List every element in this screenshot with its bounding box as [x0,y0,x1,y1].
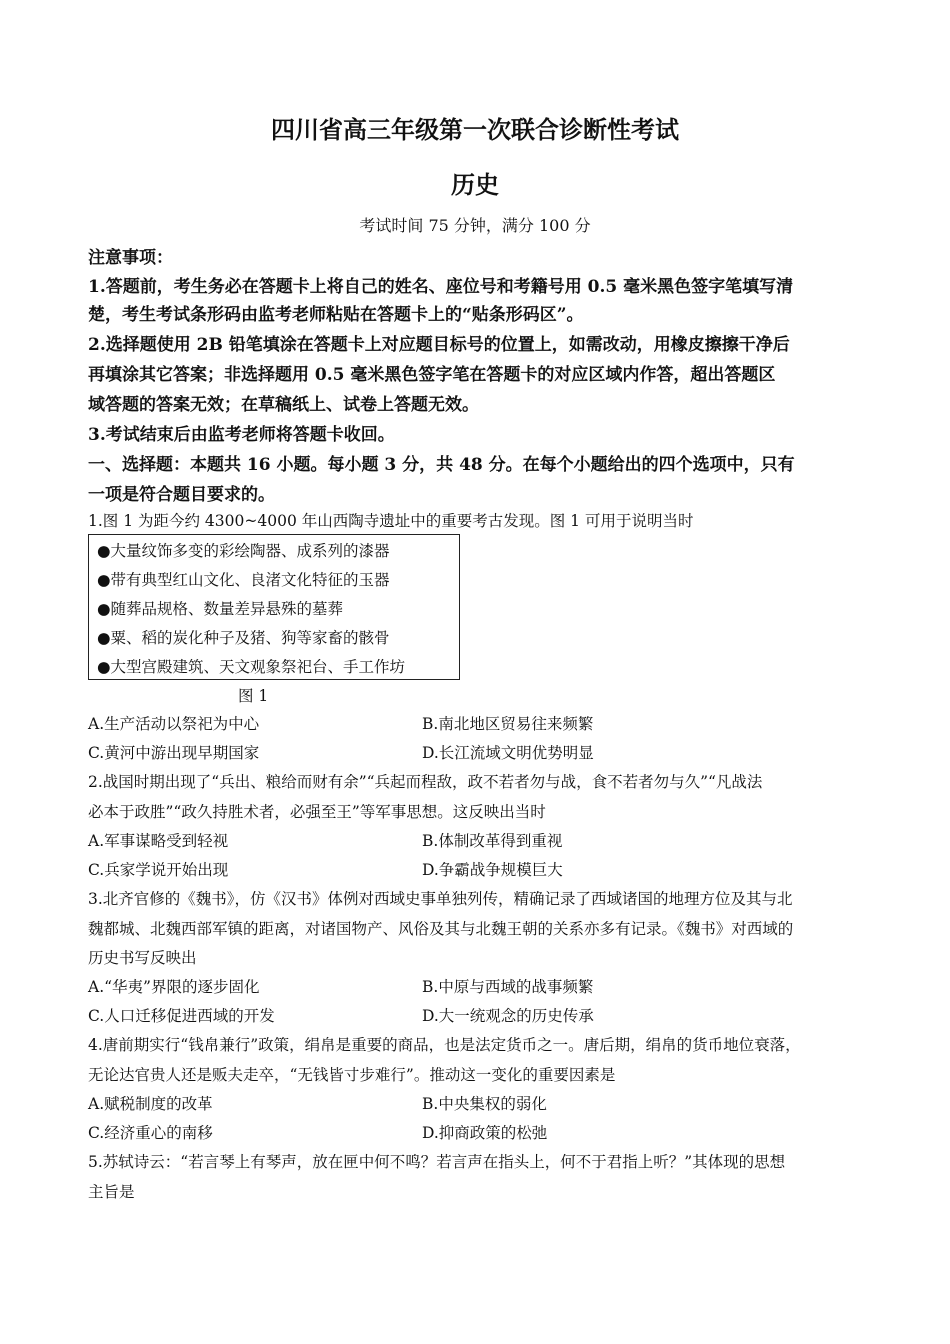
option-c: C.兵家学说开始出现 [88,861,229,879]
question-3-stem: 历史书写反映出 [88,949,197,967]
option-b: B.中原与西域的战事频繁 [422,978,594,996]
option-d: D.抑商政策的松弛 [422,1124,548,1142]
question-4-stem: 4.唐前期实行“钱帛兼行”政策，绢帛是重要的商品，也是法定货币之一。唐后期，绢帛的货币地位衰落， [88,1036,801,1054]
notice-line: 楚，考生考试条形码由监考老师粘贴在答题卡上的“贴条形码区”。 [88,305,584,325]
figure-1-box [88,534,460,680]
figure-1-item: ●随葬品规格、数量差异悬殊的墓葬 [97,600,344,618]
exam-info: 考试时间 75 分钟，满分 100 分 [359,216,591,235]
option-d: D.长江流域文明优势明显 [422,744,594,762]
subject-title: 历史 [451,170,499,199]
question-3-stem: 魏都城、北魏西部军镇的距离，对诸国物产、风俗及其与北魏王朝的关系亦多有记录。《魏书》对西域的 [88,920,794,938]
question-2-stem: 2.战国时期出现了“兵出、粮给而财有余”“兵起而程敌，政不若者勿与战，食不若者勿与久”“凡战法 [88,773,763,791]
notice-line: 域答题的答案无效；在草稿纸上、试卷上答题无效。 [88,395,479,415]
option-a: A.“华夷”界限的逐步固化 [88,978,260,996]
option-a: A.赋税制度的改革 [88,1095,213,1113]
notice-line: 再填涂其它答案；非选择题用 0.5 毫米黑色签字笔在答题卡的对应区域内作答，超出答题区 [88,365,776,385]
option-d: D.争霸战争规模巨大 [422,861,563,879]
option-c: C.经济重心的南移 [88,1124,213,1142]
option-b: B.体制改革得到重视 [422,832,563,850]
notice-line: 3.考试结束后由监考老师将答题卡收回。 [88,425,395,445]
option-a: A.军事谋略受到轻视 [88,832,229,850]
section-heading: 一、选择题：本题共 16 小题。每小题 3 分，共 48 分。在每个小题给出的四个选项中，只有 [88,455,795,475]
question-2-stem: 必本于政胜”“政久持胜术者，必强至王”等军事思想。这反映出当时 [88,803,546,821]
question-4-stem: 无论达官贵人还是贩夫走卒，“无钱皆寸步难行”。推动这一变化的重要因素是 [88,1066,616,1084]
option-d: D.大一统观念的历史传承 [422,1007,594,1025]
figure-1-item: ●带有典型红山文化、良渚文化特征的玉器 [97,571,390,589]
question-5-stem: 5.苏轼诗云：“若言琴上有琴声，放在匣中何不鸣？若言声在指头上，何不于君指上听？”其体现的思想 [88,1153,786,1171]
figure-1-item: ●大型宫殿建筑、天文观象祭祀台、手工作坊 [97,658,406,676]
option-b: B.南北地区贸易往来频繁 [422,715,594,733]
question-5-stem: 主旨是 [88,1183,135,1201]
figure-1-item: ●粟、稻的炭化种子及猪、狗等家畜的骸骨 [97,629,390,647]
figure-1-caption: 图 1 [238,687,269,705]
question-1-stem: 1.图 1 为距今约 4300~4000 年山西陶寺遗址中的重要考古发现。图 1 可用于说明当时 [88,512,694,530]
notice-line: 2.选择题使用 2B 铅笔填涂在答题卡上对应题目标号的位置上，如需改动，用橡皮擦擦干净后 [88,335,790,355]
option-c: C.黄河中游出现早期国家 [88,744,260,762]
exam-title: 四川省高三年级第一次联合诊断性考试 [271,115,679,144]
option-c: C.人口迁移促进西域的开发 [88,1007,275,1025]
notice-heading: 注意事项： [88,248,173,268]
section-heading: 一项是符合题目要求的。 [88,485,275,505]
question-3-stem: 3.北齐官修的《魏书》，仿《汉书》体例对西域史事单独列传，精确记录了西域诸国的地理方位及其与北 [88,890,793,908]
notice-line: 1.答题前，考生务必在答题卡上将自己的姓名、座位号和考籍号用 0.5 毫米黑色签字笔填写清 [88,277,794,297]
option-a: A.生产活动以祭祀为中心 [88,715,260,733]
figure-1-item: ●大量纹饰多变的彩绘陶器、成系列的漆器 [97,542,390,560]
option-b: B.中央集权的弱化 [422,1095,547,1113]
